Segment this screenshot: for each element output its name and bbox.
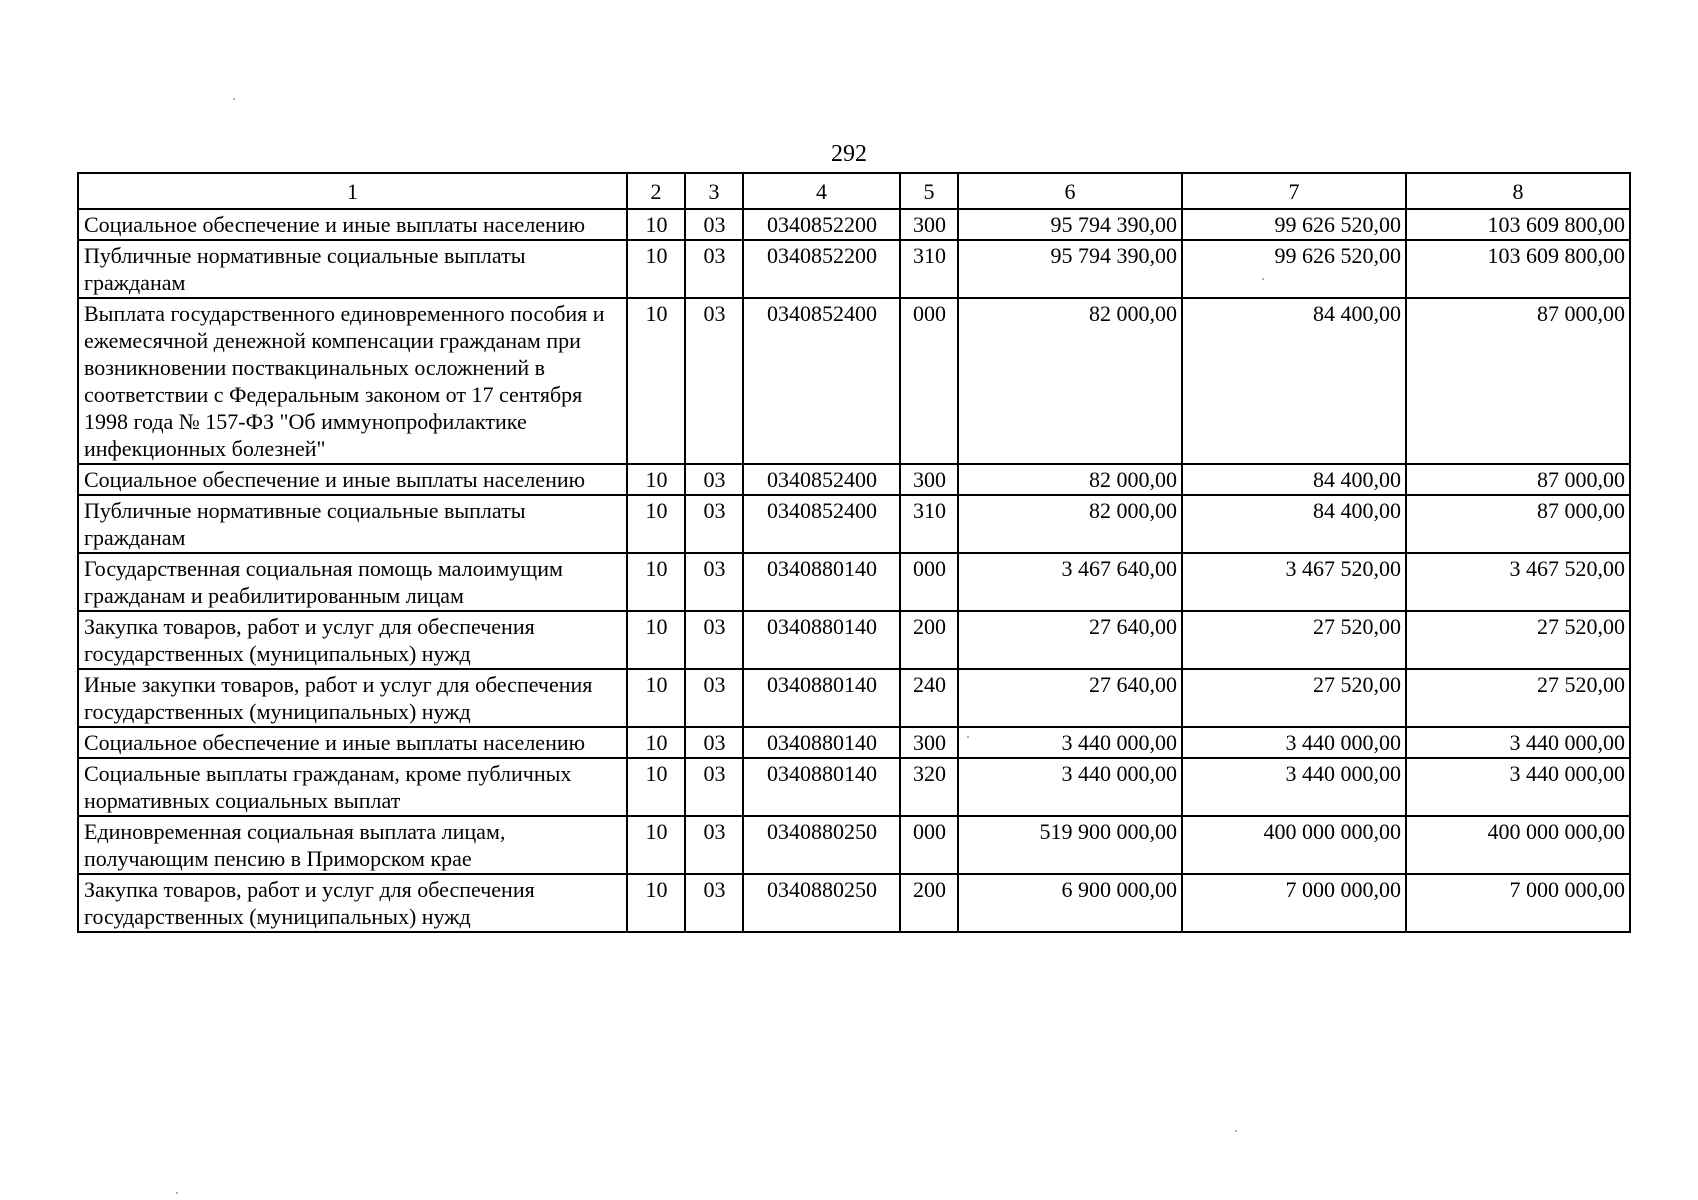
table-row [78, 495, 1630, 553]
row-subsection: 03 [685, 240, 743, 298]
header-col-5: 5 [900, 173, 958, 209]
row-amount-7: 27 520,00 [1182, 669, 1406, 727]
row-amount-6: 519 900 000,00 [958, 816, 1182, 874]
header-col-4: 4 [743, 173, 900, 209]
row-amount-6: 95 794 390,00 [958, 209, 1182, 240]
row-name: Единовременная социальная выплата лицам, получающим пенсию в Приморском крае [78, 816, 627, 874]
row-name: Социальные выплаты гражданам, кроме публичных нормативных социальных выплат [78, 758, 627, 816]
table-row [78, 464, 1630, 495]
budget-table [77, 172, 1631, 933]
row-name: Публичные нормативные социальные выплаты гражданам [78, 240, 627, 298]
row-target-code: 0340880140 [743, 727, 900, 758]
header-col-6: 6 [958, 173, 1182, 209]
row-section: 10 [627, 727, 685, 758]
row-section: 10 [627, 669, 685, 727]
table-row [78, 611, 1630, 669]
table-row [78, 209, 1630, 240]
row-target-code: 0340880250 [743, 874, 900, 932]
row-amount-8: 87 000,00 [1406, 464, 1630, 495]
row-expense-type: 000 [900, 816, 958, 874]
row-expense-type: 240 [900, 669, 958, 727]
row-amount-7: 84 400,00 [1182, 464, 1406, 495]
row-amount-8: 3 467 520,00 [1406, 553, 1630, 611]
row-amount-6: 82 000,00 [958, 464, 1182, 495]
row-target-code: 0340880140 [743, 758, 900, 816]
row-amount-8: 400 000 000,00 [1406, 816, 1630, 874]
row-target-code: 0340852200 [743, 240, 900, 298]
row-section: 10 [627, 874, 685, 932]
row-name: Социальное обеспечение и иные выплаты населению [78, 209, 627, 240]
row-section: 10 [627, 464, 685, 495]
row-amount-7: 400 000 000,00 [1182, 816, 1406, 874]
row-amount-8: 7 000 000,00 [1406, 874, 1630, 932]
row-amount-6: 82 000,00 [958, 298, 1182, 464]
scan-speck [967, 736, 969, 738]
row-amount-6: 82 000,00 [958, 495, 1182, 553]
row-target-code: 0340852400 [743, 298, 900, 464]
row-subsection: 03 [685, 727, 743, 758]
row-section: 10 [627, 816, 685, 874]
header-col-2: 2 [627, 173, 685, 209]
row-subsection: 03 [685, 874, 743, 932]
row-section: 10 [627, 240, 685, 298]
row-expense-type: 000 [900, 298, 958, 464]
row-expense-type: 300 [900, 209, 958, 240]
row-subsection: 03 [685, 464, 743, 495]
row-amount-8: 27 520,00 [1406, 611, 1630, 669]
row-name: Выплата государственного единовременного пособия и ежемесячной денежной компенсации гражданам при возникновении поствакцинальных осложнений в соответствии с Федеральным законом от 17 сентября 1998 года № 157-ФЗ "Об иммунопрофилактике инфекционных болезней" [78, 298, 627, 464]
page-number: 292 [831, 141, 867, 167]
row-amount-6: 3 467 640,00 [958, 553, 1182, 611]
row-expense-type: 200 [900, 611, 958, 669]
row-subsection: 03 [685, 758, 743, 816]
row-subsection: 03 [685, 669, 743, 727]
row-name: Закупка товаров, работ и услуг для обеспечения государственных (муниципальных) нужд [78, 611, 627, 669]
header-col-7: 7 [1182, 173, 1406, 209]
row-amount-7: 3 440 000,00 [1182, 727, 1406, 758]
scan-speck [176, 1192, 178, 1194]
row-amount-6: 6 900 000,00 [958, 874, 1182, 932]
row-section: 10 [627, 495, 685, 553]
row-target-code: 0340880140 [743, 611, 900, 669]
header-col-3: 3 [685, 173, 743, 209]
header-row [78, 173, 1630, 209]
row-amount-7: 3 440 000,00 [1182, 758, 1406, 816]
row-amount-7: 99 626 520,00 [1182, 240, 1406, 298]
row-section: 10 [627, 298, 685, 464]
row-amount-8: 103 609 800,00 [1406, 209, 1630, 240]
scan-speck [1235, 1130, 1237, 1132]
row-expense-type: 320 [900, 758, 958, 816]
row-target-code: 0340880140 [743, 669, 900, 727]
row-amount-7: 7 000 000,00 [1182, 874, 1406, 932]
row-amount-6: 27 640,00 [958, 611, 1182, 669]
scan-speck [1262, 278, 1264, 280]
row-expense-type: 000 [900, 553, 958, 611]
row-expense-type: 200 [900, 874, 958, 932]
row-target-code: 0340880140 [743, 553, 900, 611]
row-name: Иные закупки товаров, работ и услуг для обеспечения государственных (муниципальных) нужд [78, 669, 627, 727]
row-amount-8: 27 520,00 [1406, 669, 1630, 727]
row-amount-7: 27 520,00 [1182, 611, 1406, 669]
row-section: 10 [627, 758, 685, 816]
table-row [78, 669, 1630, 727]
table-row [78, 816, 1630, 874]
header-col-1: 1 [78, 173, 627, 209]
row-expense-type: 310 [900, 495, 958, 553]
row-amount-7: 84 400,00 [1182, 298, 1406, 464]
row-section: 10 [627, 553, 685, 611]
row-expense-type: 310 [900, 240, 958, 298]
table-row [78, 727, 1630, 758]
row-amount-6: 27 640,00 [958, 669, 1182, 727]
table-row [78, 874, 1630, 932]
row-name: Публичные нормативные социальные выплаты гражданам [78, 495, 627, 553]
row-amount-6: 3 440 000,00 [958, 727, 1182, 758]
row-section: 10 [627, 611, 685, 669]
row-target-code: 0340852400 [743, 464, 900, 495]
header-col-8: 8 [1406, 173, 1630, 209]
row-expense-type: 300 [900, 727, 958, 758]
row-target-code: 0340852400 [743, 495, 900, 553]
table-row [78, 240, 1630, 298]
row-amount-8: 87 000,00 [1406, 495, 1630, 553]
row-subsection: 03 [685, 209, 743, 240]
row-target-code: 0340852200 [743, 209, 900, 240]
row-expense-type: 300 [900, 464, 958, 495]
row-amount-8: 3 440 000,00 [1406, 758, 1630, 816]
row-subsection: 03 [685, 816, 743, 874]
row-target-code: 0340880250 [743, 816, 900, 874]
row-amount-8: 87 000,00 [1406, 298, 1630, 464]
row-subsection: 03 [685, 495, 743, 553]
table-row [78, 298, 1630, 464]
scan-speck [233, 98, 235, 100]
row-section: 10 [627, 209, 685, 240]
row-subsection: 03 [685, 611, 743, 669]
row-name: Государственная социальная помощь малоимущим гражданам и реабилитированным лицам [78, 553, 627, 611]
row-amount-7: 84 400,00 [1182, 495, 1406, 553]
row-amount-8: 103 609 800,00 [1406, 240, 1630, 298]
row-name: Социальное обеспечение и иные выплаты населению [78, 727, 627, 758]
row-amount-6: 95 794 390,00 [958, 240, 1182, 298]
row-subsection: 03 [685, 553, 743, 611]
table-row [78, 553, 1630, 611]
row-subsection: 03 [685, 298, 743, 464]
row-amount-8: 3 440 000,00 [1406, 727, 1630, 758]
row-amount-7: 99 626 520,00 [1182, 209, 1406, 240]
row-name: Социальное обеспечение и иные выплаты населению [78, 464, 627, 495]
table-row [78, 758, 1630, 816]
row-amount-6: 3 440 000,00 [958, 758, 1182, 816]
row-name: Закупка товаров, работ и услуг для обеспечения государственных (муниципальных) нужд [78, 874, 627, 932]
row-amount-7: 3 467 520,00 [1182, 553, 1406, 611]
